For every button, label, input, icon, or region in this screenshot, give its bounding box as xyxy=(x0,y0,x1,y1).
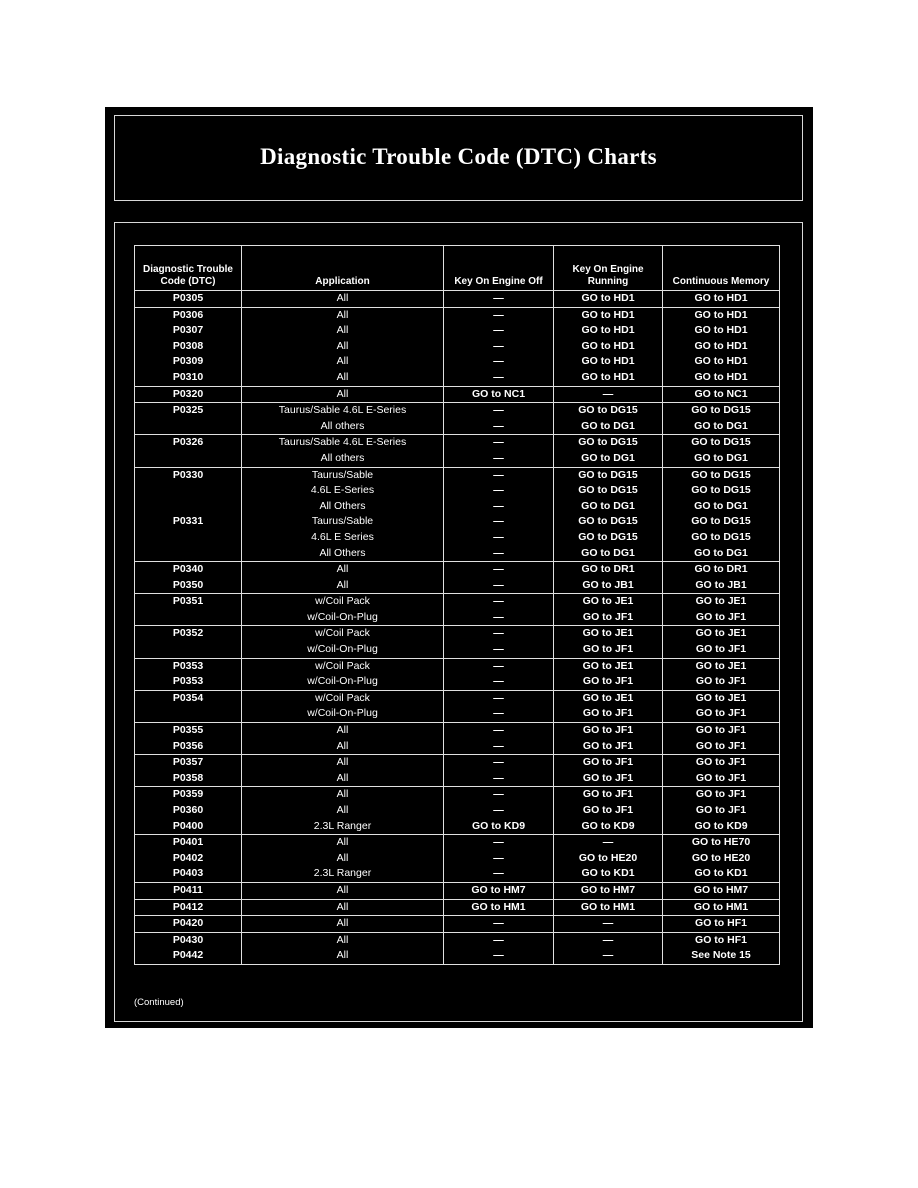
table-row xyxy=(135,706,779,722)
key-on-engine-off-cell: — xyxy=(443,594,553,610)
table-row xyxy=(135,835,779,851)
key-on-engine-running-cell: GO to DG1 xyxy=(553,499,662,515)
continuous-memory-cell: GO to JF1 xyxy=(662,755,779,771)
dtc-code-cell: P0401 xyxy=(172,836,204,849)
continuous-memory-cell: GO to HE70 xyxy=(662,835,779,851)
key-on-engine-off-cell: — xyxy=(443,787,553,803)
continuous-memory-cell: GO to JF1 xyxy=(662,642,779,658)
dtc-code-cell: P0340 xyxy=(172,563,204,576)
table-row xyxy=(135,514,779,530)
dtc-code-cell: P0411 xyxy=(173,883,203,896)
continuous-memory-cell: See Note 15 xyxy=(662,948,779,964)
application-cell: All xyxy=(241,933,443,949)
key-on-engine-running-cell: GO to HD1 xyxy=(553,370,662,386)
key-on-engine-running-cell: GO to DR1 xyxy=(553,562,662,578)
table-row xyxy=(135,499,779,515)
key-on-engine-off-cell: — xyxy=(443,851,553,867)
key-on-engine-off-cell: — xyxy=(443,451,553,467)
table-row xyxy=(135,819,779,835)
row-group xyxy=(134,787,780,835)
table-row xyxy=(135,530,779,546)
key-on-engine-off-cell: — xyxy=(443,546,553,562)
key-on-engine-off-cell: — xyxy=(443,435,553,451)
key-on-engine-off-cell: — xyxy=(443,483,553,499)
dtc-code-cell: P0351 xyxy=(172,595,204,608)
key-on-engine-off-cell: — xyxy=(443,803,553,819)
dtc-code-cell: P0402 xyxy=(172,851,204,864)
continuous-memory-cell: GO to HE20 xyxy=(662,851,779,867)
page-title: Diagnostic Trouble Code (DTC) Charts xyxy=(260,144,657,169)
table-header xyxy=(134,245,780,291)
key-on-engine-running-cell: GO to JF1 xyxy=(553,755,662,771)
dtc-code-cell: P0331 xyxy=(172,515,204,528)
table-row xyxy=(135,755,779,771)
key-on-engine-running-cell: GO to JE1 xyxy=(553,691,662,707)
application-cell: All xyxy=(241,354,443,370)
key-on-engine-off-cell: — xyxy=(443,916,553,932)
row-group xyxy=(134,403,780,435)
continuous-memory-cell: GO to DG15 xyxy=(662,403,779,419)
application-cell: All xyxy=(241,787,443,803)
dtc-code-cell xyxy=(135,483,241,499)
row-group xyxy=(134,659,780,691)
continuous-memory-cell: GO to DR1 xyxy=(662,562,779,578)
application-cell: w/Coil-On-Plug xyxy=(241,674,443,690)
key-on-engine-off-cell: — xyxy=(443,739,553,755)
key-on-engine-off-cell: — xyxy=(443,403,553,419)
table-row xyxy=(135,387,779,403)
header-application: Application xyxy=(241,246,443,290)
continuous-memory-cell: GO to JE1 xyxy=(662,691,779,707)
dtc-code-cell xyxy=(135,451,241,467)
dtc-code-cell: P0330 xyxy=(172,468,204,481)
key-on-engine-running-cell: GO to HD1 xyxy=(553,354,662,370)
key-on-engine-off-cell: — xyxy=(443,642,553,658)
continued-note: (Continued) xyxy=(134,997,184,1008)
dtc-code-cell: P0305 xyxy=(172,292,204,304)
key-on-engine-off-cell: — xyxy=(443,578,553,594)
continuous-memory-cell: GO to JF1 xyxy=(662,771,779,787)
row-group xyxy=(134,562,780,594)
dtc-code-cell: P0306 xyxy=(172,308,204,321)
dtc-code-cell: P0308 xyxy=(172,339,204,352)
row-group xyxy=(134,308,780,387)
application-cell: All others xyxy=(241,419,443,435)
dtc-code-cell: P0325 xyxy=(172,404,204,417)
table-body xyxy=(134,291,780,965)
dtc-code-cell: P0355 xyxy=(172,724,204,737)
row-group xyxy=(134,883,780,900)
application-cell: All xyxy=(241,803,443,819)
application-cell: All xyxy=(241,323,443,339)
continuous-memory-cell: GO to DG1 xyxy=(662,546,779,562)
key-on-engine-running-cell: GO to HD1 xyxy=(553,323,662,339)
key-on-engine-running-cell: GO to DG1 xyxy=(553,451,662,467)
key-on-engine-running-cell: GO to JF1 xyxy=(553,706,662,722)
dtc-code-cell: P0307 xyxy=(172,324,204,337)
row-group xyxy=(134,723,780,755)
application-cell: All Others xyxy=(241,546,443,562)
key-on-engine-running-cell: GO to HM1 xyxy=(553,900,662,916)
dtc-code-cell: P0357 xyxy=(172,756,204,769)
dtc-code-cell xyxy=(135,530,241,546)
key-on-engine-off-cell: — xyxy=(443,723,553,739)
application-cell: All xyxy=(241,900,443,916)
key-on-engine-running-cell: GO to DG15 xyxy=(553,468,662,484)
application-cell: w/Coil-On-Plug xyxy=(241,706,443,722)
table-box xyxy=(114,222,803,1022)
table-row xyxy=(135,323,779,339)
continuous-memory-cell: GO to DG1 xyxy=(662,419,779,435)
continuous-memory-cell: GO to HM7 xyxy=(662,883,779,899)
application-cell: All xyxy=(241,339,443,355)
key-on-engine-off-cell: — xyxy=(443,755,553,771)
key-on-engine-running-cell: — xyxy=(553,916,662,932)
key-on-engine-off-cell: GO to HM7 xyxy=(443,883,553,899)
key-on-engine-running-cell: GO to JB1 xyxy=(553,578,662,594)
key-on-engine-running-cell: GO to HE20 xyxy=(553,851,662,867)
continuous-memory-cell: GO to JE1 xyxy=(662,594,779,610)
dtc-code-cell: P0412 xyxy=(172,900,204,913)
key-on-engine-off-cell: — xyxy=(443,370,553,386)
key-on-engine-running-cell: — xyxy=(553,835,662,851)
application-cell: 4.6L E-Series xyxy=(241,483,443,499)
dtc-code-cell: P0352 xyxy=(172,627,204,640)
dtc-table xyxy=(134,245,780,965)
dtc-code-cell: P0356 xyxy=(172,739,204,752)
key-on-engine-off-cell: — xyxy=(443,706,553,722)
table-row xyxy=(135,610,779,626)
continuous-memory-cell: GO to HD1 xyxy=(662,354,779,370)
row-group xyxy=(134,435,780,467)
key-on-engine-off-cell: GO to NC1 xyxy=(443,387,553,403)
application-cell: w/Coil Pack xyxy=(241,659,443,675)
key-on-engine-running-cell: — xyxy=(553,933,662,949)
dtc-code-cell: P0320 xyxy=(172,387,204,400)
key-on-engine-running-cell: GO to JF1 xyxy=(553,610,662,626)
continuous-memory-cell: GO to JF1 xyxy=(662,803,779,819)
continuous-memory-cell: GO to JB1 xyxy=(662,578,779,594)
table-row xyxy=(135,594,779,610)
application-cell: Taurus/Sable xyxy=(241,468,443,484)
key-on-engine-running-cell: GO to DG15 xyxy=(553,435,662,451)
table-row xyxy=(135,354,779,370)
row-group xyxy=(134,900,780,917)
table-row xyxy=(135,851,779,867)
table-row xyxy=(135,723,779,739)
application-cell: All xyxy=(241,387,443,403)
key-on-engine-off-cell: — xyxy=(443,291,553,307)
table-row xyxy=(135,451,779,467)
continuous-memory-cell: GO to NC1 xyxy=(662,387,779,403)
header-dtc: Diagnostic Trouble Code (DTC) xyxy=(142,264,233,287)
key-on-engine-off-cell: — xyxy=(443,626,553,642)
header-key-on-engine-off: Key On Engine Off xyxy=(443,246,553,290)
table-row xyxy=(135,403,779,419)
key-on-engine-running-cell: GO to DG1 xyxy=(553,546,662,562)
application-cell: All xyxy=(241,291,443,307)
table-row xyxy=(135,866,779,882)
continuous-memory-cell: GO to JF1 xyxy=(662,723,779,739)
row-group xyxy=(134,916,780,933)
key-on-engine-running-cell: GO to HD1 xyxy=(553,308,662,324)
application-cell: All xyxy=(241,739,443,755)
continuous-memory-cell: GO to HD1 xyxy=(662,308,779,324)
key-on-engine-off-cell: — xyxy=(443,514,553,530)
continuous-memory-cell: GO to KD1 xyxy=(662,866,779,882)
dtc-code-cell xyxy=(135,706,241,722)
table-row xyxy=(135,308,779,324)
key-on-engine-running-cell: GO to JF1 xyxy=(553,723,662,739)
application-cell: All others xyxy=(241,451,443,467)
key-on-engine-off-cell: — xyxy=(443,499,553,515)
key-on-engine-off-cell: — xyxy=(443,354,553,370)
continuous-memory-cell: GO to JF1 xyxy=(662,610,779,626)
key-on-engine-off-cell: — xyxy=(443,339,553,355)
application-cell: Taurus/Sable xyxy=(241,514,443,530)
row-group xyxy=(134,468,780,563)
key-on-engine-off-cell: — xyxy=(443,562,553,578)
table-row xyxy=(135,883,779,899)
table-row xyxy=(135,578,779,594)
page-background xyxy=(105,107,813,1028)
application-cell: All Others xyxy=(241,499,443,515)
key-on-engine-running-cell: GO to JF1 xyxy=(553,787,662,803)
table-row xyxy=(135,468,779,484)
application-cell: 4.6L E Series xyxy=(241,530,443,546)
dtc-code-cell: P0430 xyxy=(172,933,204,946)
continuous-memory-cell: GO to HF1 xyxy=(662,933,779,949)
application-cell: Taurus/Sable 4.6L E-Series xyxy=(241,403,443,419)
table-row xyxy=(135,916,779,932)
continuous-memory-cell: GO to HD1 xyxy=(662,291,779,307)
dtc-code-cell: P0400 xyxy=(172,819,204,832)
key-on-engine-off-cell: — xyxy=(443,933,553,949)
key-on-engine-running-cell: GO to JE1 xyxy=(553,626,662,642)
dtc-code-cell: P0354 xyxy=(172,691,204,704)
table-row xyxy=(135,339,779,355)
application-cell: w/Coil Pack xyxy=(241,691,443,707)
continuous-memory-cell: GO to DG1 xyxy=(662,451,779,467)
table-row xyxy=(135,674,779,690)
continuous-memory-cell: GO to HM1 xyxy=(662,900,779,916)
key-on-engine-running-cell: GO to DG15 xyxy=(553,514,662,530)
table-row xyxy=(135,626,779,642)
title-box xyxy=(114,115,803,201)
key-on-engine-running-cell: GO to DG1 xyxy=(553,419,662,435)
header-continuous-memory: Continuous Memory xyxy=(662,246,779,290)
key-on-engine-running-cell: GO to JF1 xyxy=(553,739,662,755)
key-on-engine-off-cell: — xyxy=(443,323,553,339)
application-cell: All xyxy=(241,916,443,932)
continuous-memory-cell: GO to JF1 xyxy=(662,674,779,690)
key-on-engine-off-cell: — xyxy=(443,308,553,324)
continuous-memory-cell: GO to JE1 xyxy=(662,626,779,642)
table-row xyxy=(135,370,779,386)
key-on-engine-off-cell: — xyxy=(443,771,553,787)
key-on-engine-running-cell: GO to HD1 xyxy=(553,339,662,355)
application-cell: All xyxy=(241,771,443,787)
key-on-engine-running-cell: GO to JE1 xyxy=(553,659,662,675)
dtc-code-cell xyxy=(135,610,241,626)
application-cell: All xyxy=(241,948,443,964)
table-row xyxy=(135,739,779,755)
row-group xyxy=(134,387,780,404)
key-on-engine-running-cell: — xyxy=(553,387,662,403)
dtc-code-cell: P0420 xyxy=(172,917,204,930)
dtc-code-cell: P0353 xyxy=(172,659,204,672)
row-group xyxy=(134,691,780,723)
continuous-memory-cell: GO to JF1 xyxy=(662,787,779,803)
header-key-on-engine-running: Key On Engine Running xyxy=(553,246,662,290)
continuous-memory-cell: GO to DG15 xyxy=(662,530,779,546)
table-row xyxy=(135,771,779,787)
continuous-memory-cell: GO to HD1 xyxy=(662,323,779,339)
dtc-code-cell xyxy=(135,546,241,562)
key-on-engine-running-cell: — xyxy=(553,948,662,964)
row-group xyxy=(134,594,780,626)
dtc-code-cell xyxy=(135,499,241,515)
table-row xyxy=(135,787,779,803)
dtc-code-cell: P0350 xyxy=(172,578,204,591)
key-on-engine-running-cell: GO to KD1 xyxy=(553,866,662,882)
continuous-memory-cell: GO to DG15 xyxy=(662,483,779,499)
dtc-code-cell: P0309 xyxy=(172,355,204,368)
application-cell: All xyxy=(241,851,443,867)
dtc-code-cell: P0326 xyxy=(172,436,204,449)
dtc-code-cell: P0353 xyxy=(172,675,204,688)
continuous-memory-cell: GO to JE1 xyxy=(662,659,779,675)
application-cell: All xyxy=(241,370,443,386)
application-cell: Taurus/Sable 4.6L E-Series xyxy=(241,435,443,451)
key-on-engine-running-cell: GO to JF1 xyxy=(553,642,662,658)
table-row xyxy=(135,948,779,964)
dtc-code-cell: P0442 xyxy=(172,949,204,962)
key-on-engine-running-cell: GO to HM7 xyxy=(553,883,662,899)
table-row xyxy=(135,435,779,451)
dtc-code-cell xyxy=(135,419,241,435)
key-on-engine-off-cell: GO to HM1 xyxy=(443,900,553,916)
table-row xyxy=(135,900,779,916)
key-on-engine-off-cell: — xyxy=(443,468,553,484)
table-row xyxy=(135,483,779,499)
table-row xyxy=(135,642,779,658)
key-on-engine-off-cell: — xyxy=(443,419,553,435)
key-on-engine-running-cell: GO to HD1 xyxy=(553,291,662,307)
table-row xyxy=(135,803,779,819)
key-on-engine-off-cell: GO to KD9 xyxy=(443,819,553,835)
key-on-engine-off-cell: — xyxy=(443,659,553,675)
key-on-engine-running-cell: GO to JF1 xyxy=(553,674,662,690)
key-on-engine-running-cell: GO to DG15 xyxy=(553,403,662,419)
table-row xyxy=(135,562,779,578)
dtc-code-cell xyxy=(135,642,241,658)
application-cell: w/Coil Pack xyxy=(241,594,443,610)
key-on-engine-off-cell: — xyxy=(443,835,553,851)
application-cell: 2.3L Ranger xyxy=(241,819,443,835)
row-group xyxy=(134,933,780,965)
table-row xyxy=(135,546,779,562)
row-group xyxy=(134,626,780,658)
key-on-engine-off-cell: — xyxy=(443,610,553,626)
row-group xyxy=(134,291,780,308)
dtc-code-cell: P0358 xyxy=(172,771,204,784)
continuous-memory-cell: GO to HD1 xyxy=(662,370,779,386)
application-cell: All xyxy=(241,578,443,594)
dtc-code-cell: P0359 xyxy=(172,788,204,801)
dtc-code-cell: P0403 xyxy=(172,867,204,880)
key-on-engine-running-cell: GO to DG15 xyxy=(553,483,662,499)
table-row xyxy=(135,933,779,949)
application-cell: All xyxy=(241,883,443,899)
key-on-engine-off-cell: — xyxy=(443,948,553,964)
application-cell: All xyxy=(241,308,443,324)
continuous-memory-cell: GO to JF1 xyxy=(662,706,779,722)
application-cell: w/Coil Pack xyxy=(241,626,443,642)
table-row xyxy=(135,659,779,675)
key-on-engine-running-cell: GO to DG15 xyxy=(553,530,662,546)
application-cell: w/Coil-On-Plug xyxy=(241,610,443,626)
key-on-engine-running-cell: GO to JF1 xyxy=(553,803,662,819)
table-row xyxy=(135,691,779,707)
continuous-memory-cell: GO to JF1 xyxy=(662,739,779,755)
continuous-memory-cell: GO to HD1 xyxy=(662,339,779,355)
dtc-code-cell: P0310 xyxy=(172,370,204,383)
key-on-engine-running-cell: GO to JF1 xyxy=(553,771,662,787)
continuous-memory-cell: GO to HF1 xyxy=(662,916,779,932)
application-cell: All xyxy=(241,562,443,578)
table-row xyxy=(135,291,779,307)
dtc-code-cell: P0360 xyxy=(172,804,204,816)
application-cell: All xyxy=(241,755,443,771)
key-on-engine-off-cell: — xyxy=(443,866,553,882)
row-group xyxy=(134,755,780,787)
key-on-engine-running-cell: GO to JE1 xyxy=(553,594,662,610)
table-row xyxy=(135,419,779,435)
application-cell: w/Coil-On-Plug xyxy=(241,642,443,658)
application-cell: All xyxy=(241,835,443,851)
application-cell: 2.3L Ranger xyxy=(241,866,443,882)
application-cell: All xyxy=(241,723,443,739)
continuous-memory-cell: GO to DG15 xyxy=(662,514,779,530)
key-on-engine-off-cell: — xyxy=(443,691,553,707)
key-on-engine-running-cell: GO to KD9 xyxy=(553,819,662,835)
key-on-engine-off-cell: — xyxy=(443,530,553,546)
key-on-engine-off-cell: — xyxy=(443,674,553,690)
continuous-memory-cell: GO to DG15 xyxy=(662,435,779,451)
continuous-memory-cell: GO to DG1 xyxy=(662,499,779,515)
continuous-memory-cell: GO to KD9 xyxy=(662,819,779,835)
continuous-memory-cell: GO to DG15 xyxy=(662,468,779,484)
row-group xyxy=(134,835,780,883)
